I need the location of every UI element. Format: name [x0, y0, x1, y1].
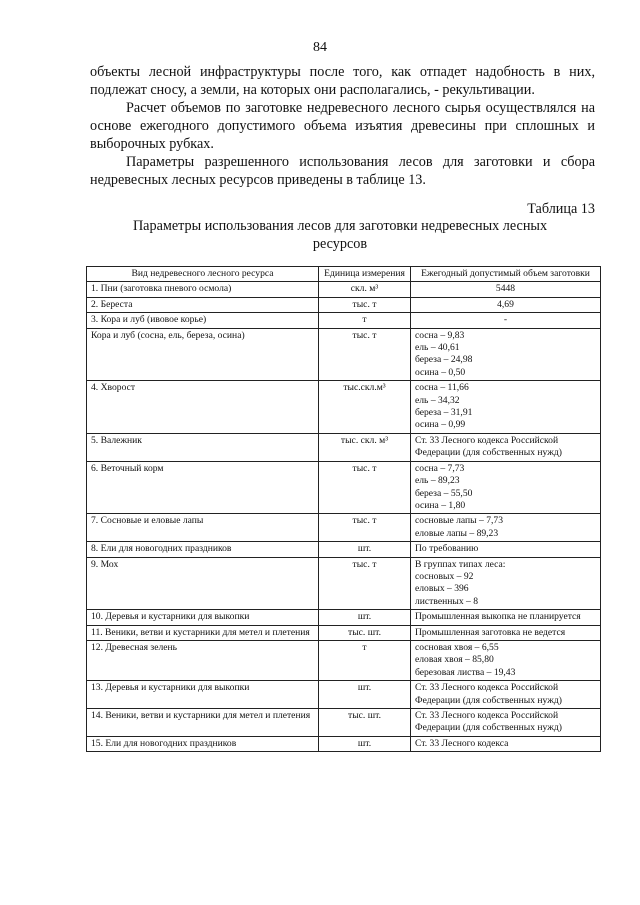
table-row	[87, 625, 601, 640]
table-title: Параметры использования лесов для заготовки недревесных лесных ресурсов	[132, 218, 548, 252]
resource-name-cell: 11. Веники, ветви и кустарники для метел и плетения	[87, 625, 319, 640]
unit-cell: тыс. шт.	[319, 709, 411, 737]
resource-name-cell: 1. Пни (заготовка пневого осмола)	[87, 282, 319, 297]
resource-name-cell: 3. Кора и луб (ивовое корье)	[87, 313, 319, 328]
volume-cell: сосновые лапы – 7,73 еловые лапы – 89,23	[411, 514, 601, 542]
unit-cell: шт.	[319, 736, 411, 751]
unit-cell: тыс. т	[319, 514, 411, 542]
resource-name-cell: Кора и луб (сосна, ель, береза, осина)	[87, 328, 319, 381]
unit-cell: т	[319, 313, 411, 328]
resource-name-cell: 15. Ели для новогодних праздников	[87, 736, 319, 751]
resource-name-cell: 2. Береста	[87, 297, 319, 312]
table-row	[87, 381, 601, 434]
table-row	[87, 542, 601, 557]
table-header-row	[87, 267, 601, 282]
volume-cell: Ст. 33 Лесного кодекса Российской Федерации (для собственных нужд)	[411, 681, 601, 709]
table-body	[87, 282, 601, 752]
volume-cell: сосновая хвоя – 6,55 еловая хвоя – 85,80 березовая листва – 19,43	[411, 640, 601, 680]
table-row	[87, 709, 601, 737]
unit-cell: шт.	[319, 542, 411, 557]
resource-name-cell: 4. Хворост	[87, 381, 319, 434]
resource-name-cell: 12. Древесная зелень	[87, 640, 319, 680]
header-resource-type: Вид недревесного лесного ресурса	[87, 267, 319, 282]
unit-cell: тыс. т	[319, 328, 411, 381]
table-row	[87, 313, 601, 328]
volume-cell: Ст. 33 Лесного кодекса	[411, 736, 601, 751]
resource-name-cell: 6. Веточный корм	[87, 461, 319, 514]
unit-cell: тыс.скл.м³	[319, 381, 411, 434]
table-row	[87, 610, 601, 625]
unit-cell: шт.	[319, 681, 411, 709]
table-row	[87, 297, 601, 312]
unit-cell: шт.	[319, 610, 411, 625]
volume-cell: Ст. 33 Лесного кодекса Российской Федерации (для собственных нужд)	[411, 433, 601, 461]
table-row	[87, 557, 601, 610]
resource-name-cell: 7. Сосновые и еловые лапы	[87, 514, 319, 542]
volume-cell: сосна – 7,73 ель – 89,23 береза – 55,50 осина – 1,80	[411, 461, 601, 514]
unit-cell: тыс. т	[319, 557, 411, 610]
unit-cell: т	[319, 640, 411, 680]
volume-cell: -	[411, 313, 601, 328]
volume-cell: Промышленная заготовка не ведется	[411, 625, 601, 640]
unit-cell: скл. м³	[319, 282, 411, 297]
volume-cell: Ст. 33 Лесного кодекса Российской Федерации (для собственных нужд)	[411, 709, 601, 737]
volume-cell: сосна – 9,83 ель – 40,61 береза – 24,98 осина – 0,50	[411, 328, 601, 381]
resource-name-cell: 5. Валежник	[87, 433, 319, 461]
table-row	[87, 433, 601, 461]
unit-cell: тыс. т	[319, 297, 411, 312]
table-row	[87, 282, 601, 297]
unit-cell: тыс. скл. м³	[319, 433, 411, 461]
table-row	[87, 681, 601, 709]
volume-cell: В группах типах леса: сосновых – 92 еловых – 396 лиственных – 8	[411, 557, 601, 610]
table-row	[87, 328, 601, 381]
table-row	[87, 461, 601, 514]
resource-name-cell: 13. Деревья и кустарники для выкопки	[87, 681, 319, 709]
table-row	[87, 736, 601, 751]
resource-name-cell: 14. Веники, ветви и кустарники для метел и плетения	[87, 709, 319, 737]
paragraph-2: Расчет объемов по заготовке недревесного лесного сырья осуществлялся на основе ежегодного допустимого объема изъятия древесины при сплошных и выборочных рубках.	[90, 100, 595, 152]
resource-name-cell: 10. Деревья и кустарники для выкопки	[87, 610, 319, 625]
header-annual-volume: Ежегодный допустимый объем заготовки	[411, 267, 601, 282]
table-label: Таблица 13	[527, 201, 595, 217]
resource-name-cell: 9. Мох	[87, 557, 319, 610]
unit-cell: тыс. т	[319, 461, 411, 514]
volume-cell: Промышленная выкопка не планируется	[411, 610, 601, 625]
volume-cell: сосна – 11,66 ель – 34,32 береза – 31,91 осина – 0,99	[411, 381, 601, 434]
volume-cell: 5448	[411, 282, 601, 297]
resources-table	[86, 266, 601, 752]
header-unit: Единица измерения	[319, 267, 411, 282]
table-row	[87, 640, 601, 680]
volume-cell: По требованию	[411, 542, 601, 557]
paragraph-3: Параметры разрешенного использования лесов для заготовки и сбора недревесных лесных ресурсов приведены в таблице 13.	[90, 154, 595, 188]
table-row	[87, 514, 601, 542]
page-number: 84	[313, 40, 327, 55]
unit-cell: тыс. шт.	[319, 625, 411, 640]
volume-cell: 4,69	[411, 297, 601, 312]
paragraph-1: объекты лесной инфраструктуры после того, как отпадет надобность в них, подлежат сносу, а земли, на которых они располагались, - рекультивации.	[90, 64, 595, 98]
resource-name-cell: 8. Ели для новогодних праздников	[87, 542, 319, 557]
